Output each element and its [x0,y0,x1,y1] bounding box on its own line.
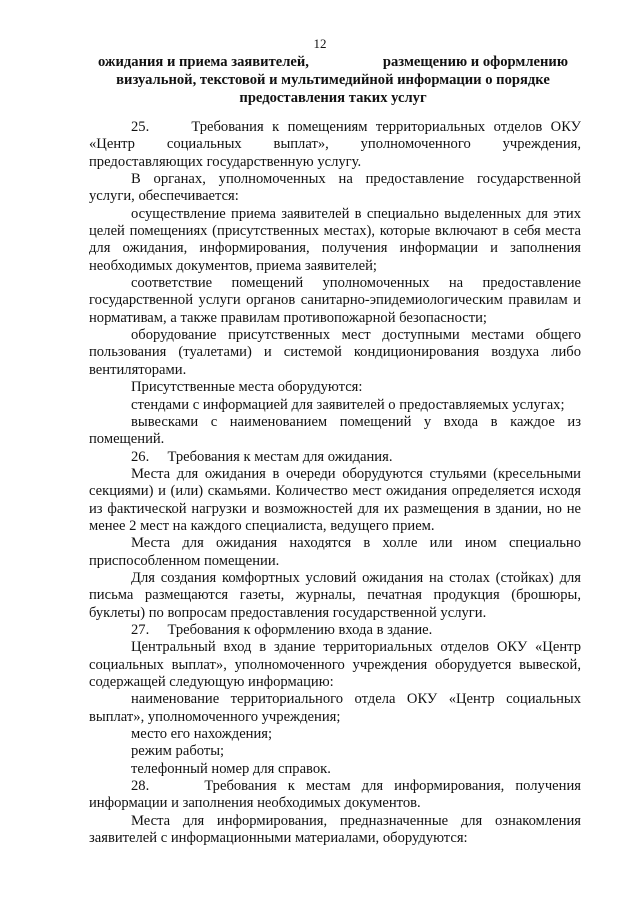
paragraph: Места для информирования, предназначенные для ознакомления заявителей с информационными материалами, оборудуются: [89,812,581,847]
paragraph: Для создания комфортных условий ожидания на столах (стойках) для письма размещаются газеты, журналы, печатная продукция (брошюры, буклеты) по вопросам предоставления государственной услуги. [89,569,581,621]
paragraph: оборудование присутственных мест доступными местами общего пользования (туалетами) и системой кондиционирования воздуха либо вентиляторами. [89,327,581,378]
document-body [89,119,581,847]
heading-line-1 [98,53,568,71]
paragraph: место его нахождения; [131,726,273,743]
paragraph: телефонный номер для справок. [131,760,331,777]
paragraph: вывесками с наименованием помещений у входа в каждое из помещений. [89,413,581,448]
heading-line-1-left: ожидания и приема заявителей, [98,54,309,70]
paragraph: 25. Требования к помещениям территориальных отделов ОКУ «Центр социальных выплат», уполномоченного учреждения, предоставляющих государственную услугу. [89,119,581,170]
paragraph: 27. Требования к оформлению входа в здание. [131,621,433,638]
paragraph: Присутственные места оборудуются: [131,379,363,396]
paragraph: Места для ожидания в очереди оборудуются стульями (кресельными секциями) и (или) скамьями. Количество мест ожидания определяется исходя из фактической нагрузки и возможностей для их размещения в здании, но не менее 2 мест на каждого специалиста, ведущего прием. [89,465,581,534]
paragraph: Места для ожидания находятся в холле или ином специально приспособленном помещении. [89,535,581,569]
paragraph: режим работы; [131,743,225,760]
paragraph: стендами с информацией для заявителей о предоставляемых услугах; [131,396,565,413]
heading-line-2: визуальной, текстовой и мультимедийной информации о порядке [116,72,550,88]
page-number: 12 [313,36,327,51]
paragraph: осуществление приема заявителей в специально выделенных для этих целей помещениях (присутственных местах), которые включают в себя места для ожидания, информирования, получения информации и заполнения необходимых документов, приема заявителей; [89,205,581,274]
paragraph: соответствие помещений уполномоченных на предоставление государственной услуги органов санитарно-эпидемиологическим правилам и нормативам, а также правилам противопожарной безопасности; [89,275,581,326]
paragraph: Центральный вход в здание территориальных отделов ОКУ «Центр социальных выплат», уполномоченного учреждения оборудуется вывеской, содержащей следующую информацию: [89,639,581,690]
heading-line-1-right: размещению и оформлению [382,54,568,70]
paragraph: 26. Требования к местам для ожидания. [131,448,393,465]
paragraph: В органах, уполномоченных на предоставление государственной услуги, обеспечивается: [89,171,581,205]
paragraph: 28. Требования к местам для информирования, получения информации и заполнения необходимых документов. [89,778,581,812]
heading-line-3: предоставления таких услуг [239,90,427,106]
paragraph: наименование территориального отдела ОКУ «Центр социальных выплат», уполномоченного учреждения; [89,691,581,725]
section-heading [98,53,568,107]
